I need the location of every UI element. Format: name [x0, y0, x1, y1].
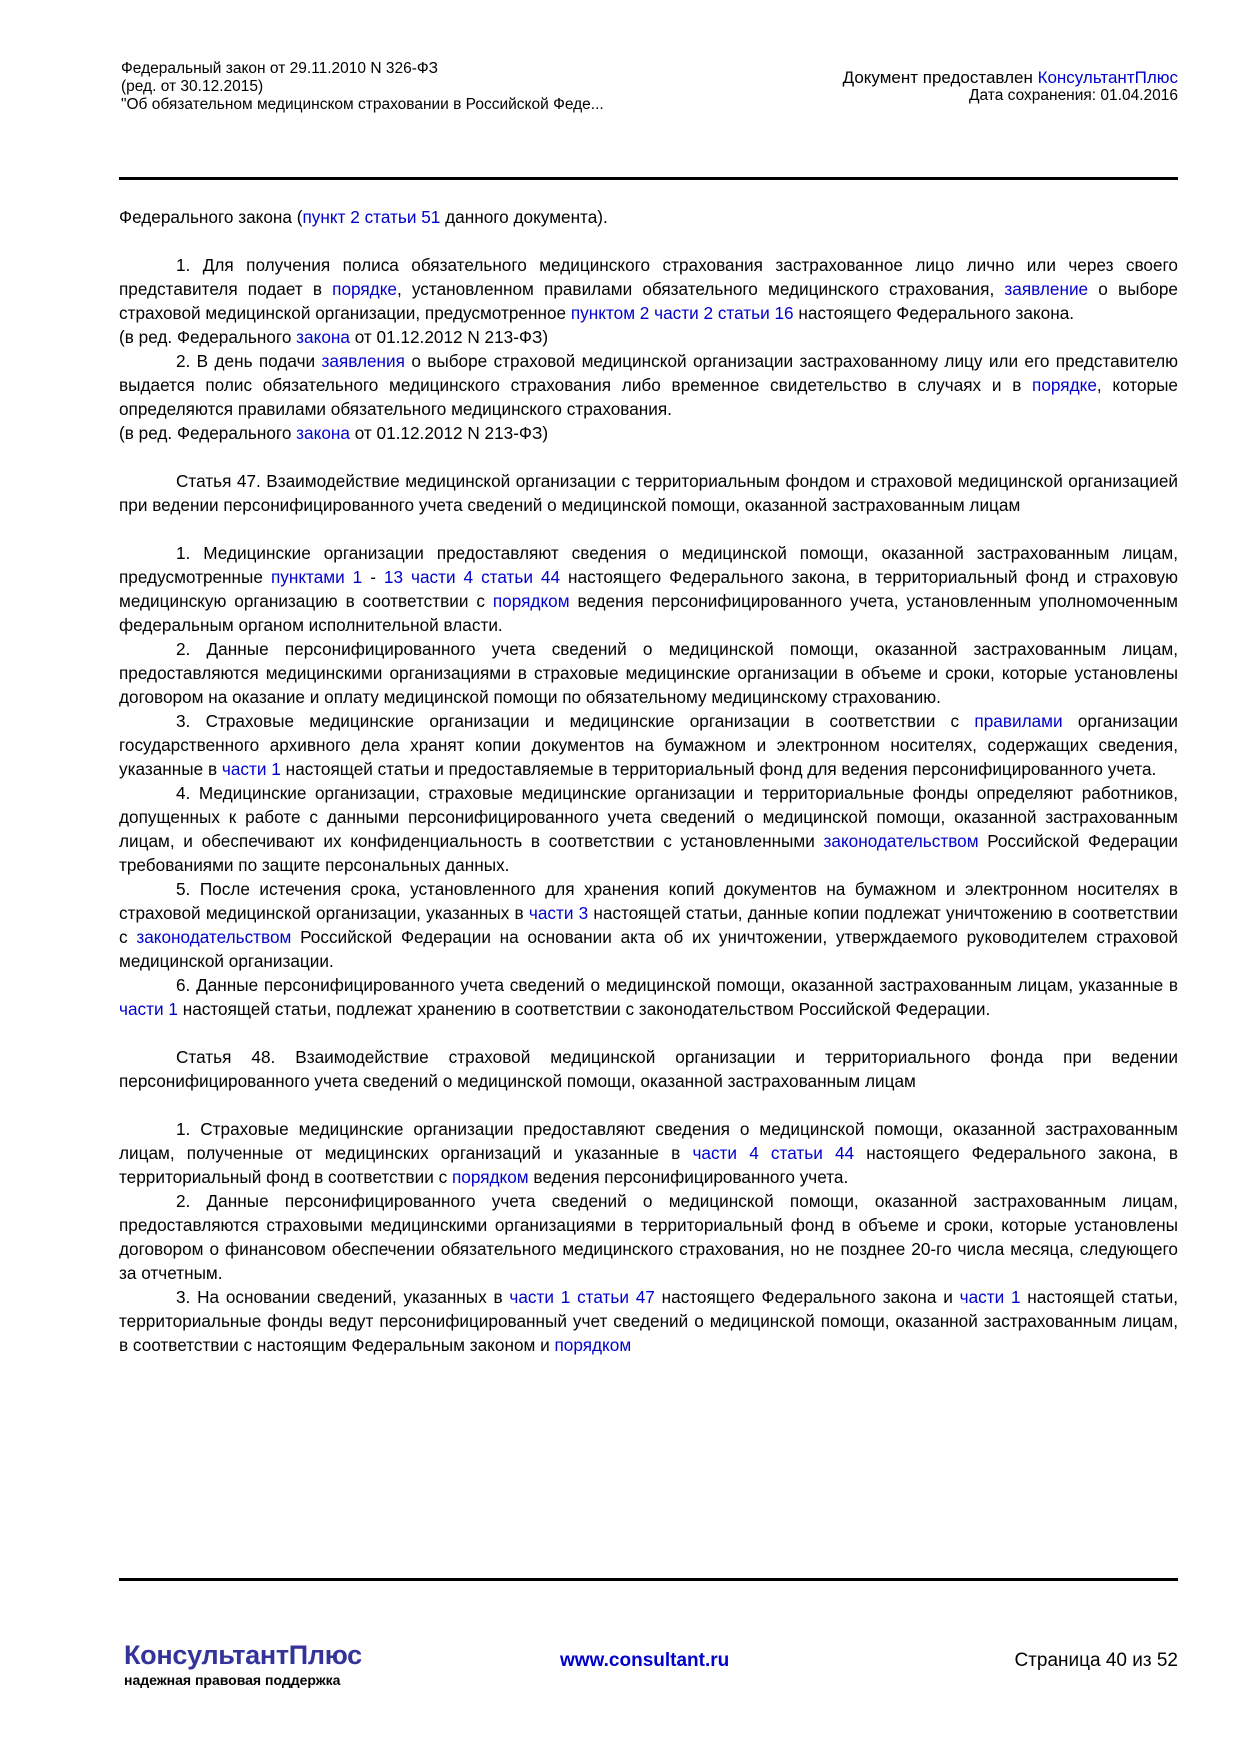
text-run: настоящего Федерального закона, в территориальный фонд и страховую медицинскую организацию в соответствии с: [119, 567, 1178, 611]
inline-reference-link[interactable]: порядком: [492, 591, 570, 611]
text-run: 1. Медицинские организации предоставляют сведения о медицинской помощи, оказанной застрахованным лицам, предусмотренные: [119, 543, 1178, 587]
inline-reference-link[interactable]: порядке: [332, 279, 397, 299]
inline-reference-link[interactable]: порядком: [554, 1335, 632, 1355]
inline-reference-link[interactable]: закона: [296, 423, 350, 443]
text-run: 3. Страховые медицинские организации и медицинские организации в соответствии с: [176, 711, 975, 731]
inline-reference-link[interactable]: 13 части 4 статьи 44: [383, 567, 561, 587]
inline-reference-link[interactable]: порядке: [1032, 375, 1097, 395]
inline-reference-link[interactable]: законодательством: [136, 927, 292, 947]
footer-tagline: надежная правовая поддержка: [124, 1672, 341, 1688]
spacer: [119, 445, 1178, 469]
paragraph: [119, 709, 1178, 781]
paragraph: [119, 541, 1178, 637]
inline-reference-link[interactable]: части 1 статьи 47: [509, 1287, 655, 1307]
text-run: Федерального закона (: [119, 207, 303, 227]
inline-reference-link[interactable]: части 3: [528, 903, 589, 923]
amendment-note: [119, 421, 1178, 445]
text-run: (в ред. Федерального: [119, 327, 297, 347]
text-run: Российской Федерации на основании акта об их уничтожении, утверждаемого руководителем страховой медицинской организации.: [119, 927, 1178, 971]
paragraph: [119, 205, 1178, 229]
inline-reference-link[interactable]: порядком: [451, 1167, 529, 1187]
provided-by-prefix: Документ предоставлен: [842, 68, 1038, 87]
text-run: 2. Данные персонифицированного учета сведений о медицинской помощи, оказанной застрахованным лицам, предоставляются медицинскими организациями в страховые медицинские организации в объеме и сроки, которые установлены договором на оказание и оплату медицинской помощи по обязательному медицинскому страхованию.: [119, 639, 1178, 707]
spacer: [119, 517, 1178, 541]
inline-reference-link[interactable]: заявления: [321, 351, 405, 371]
inline-reference-link[interactable]: закона: [296, 327, 350, 347]
text-run: настоящей статьи, территориальные фонды ведут персонифицированный учет сведений о медицинской помощи, оказанной застрахованным лицам, в соответствии с настоящим Федеральным законом и: [119, 1287, 1178, 1355]
paragraph: [119, 349, 1178, 421]
inline-reference-link[interactable]: заявление: [1004, 279, 1089, 299]
text-run: настоящей статьи, данные копии подлежат уничтожению в соответствии с: [119, 903, 1178, 947]
provider-brand-link[interactable]: КонсультантПлюс: [1037, 68, 1178, 87]
inline-reference-link[interactable]: правилами: [974, 711, 1063, 731]
provided-by-line: [843, 68, 1178, 87]
footer-brand-logo: КонсультантПлюс: [124, 1640, 362, 1670]
document-title-block: [121, 60, 681, 114]
paragraph: [119, 1117, 1178, 1189]
page-number: Страница 40 из 52: [1014, 1650, 1178, 1671]
spacer: [119, 1093, 1178, 1117]
text-run: ведения персонифицированного учета.: [528, 1167, 849, 1187]
text-run: от 01.12.2012 N 213-ФЗ): [349, 327, 549, 347]
paragraph: [119, 637, 1178, 709]
paragraph: [119, 1189, 1178, 1285]
paragraph: [119, 877, 1178, 973]
inline-reference-link[interactable]: пунктами 1: [270, 567, 363, 587]
page-footer: [0, 1640, 1241, 1700]
text-run: Статья 47. Взаимодействие медицинской организации с территориальным фондом и страховой медицинской организацией при ведении персонифицированного учета сведений о медицинской помощи, оказанной застрахованным лицам: [119, 471, 1178, 515]
text-run: -: [362, 567, 384, 587]
footer-site-link[interactable]: www.consultant.ru: [560, 1650, 730, 1671]
text-run: данного документа).: [440, 207, 608, 227]
text-run: о выборе страховой медицинской организации застрахованному лицу или его представителю выдается полис обязательного медицинского страхования либо временное свидетельство в случаях и в: [119, 351, 1178, 395]
paragraph: [119, 781, 1178, 877]
inline-reference-link[interactable]: законодательством: [823, 831, 979, 851]
document-subject-line: "Об обязательном медицинском страховании в Российской Феде...: [121, 96, 604, 113]
text-run: от 01.12.2012 N 213-ФЗ): [349, 423, 549, 443]
spacer: [119, 229, 1178, 253]
text-run: настоящей статьи, подлежат хранению в соответствии с законодательством Российской Федерации.: [177, 999, 991, 1019]
text-run: 5. После истечения срока, установленного для хранения копий документов на бумажном и электронном носителях в страховой медицинской организации, указанных в: [119, 879, 1178, 923]
text-run: 3. На основании сведений, указанных в: [176, 1287, 510, 1307]
text-run: Российской Федерации требованиями по защите персональных данных.: [119, 831, 1179, 875]
inline-reference-link[interactable]: части 4 статьи 44: [692, 1143, 855, 1163]
text-run: Статья 48. Взаимодействие страховой медицинской организации и территориального фонда при ведении персонифицированного учета сведений о медицинской помощи, оказанной застрахованным лицам: [119, 1047, 1178, 1091]
inline-reference-link[interactable]: пунктом 2 части 2 статьи 16: [570, 303, 794, 323]
text-run: , которые определяются правилами обязательного медицинского страхования.: [119, 375, 1178, 419]
save-date: Дата сохранения: 01.04.2016: [969, 87, 1178, 104]
paragraph: [119, 1285, 1178, 1357]
paragraph: [119, 973, 1178, 1021]
text-run: настоящего Федерального закона.: [793, 303, 1075, 323]
text-run: 4. Медицинские организации, страховые медицинские организации и территориальные фонды определяют работников, допущенных к работе с данными персонифицированного учета сведений о медицинской помощи, оказанной застрахованным лицам, и обеспечивают их конфиденциальность в соответствии с установленными: [119, 783, 1178, 851]
text-run: 2. В день подачи: [176, 351, 322, 371]
document-edition-line: (ред. от 30.12.2015): [121, 78, 264, 95]
text-run: (в ред. Федерального: [119, 423, 297, 443]
provider-block: [843, 68, 1178, 105]
text-run: настоящего Федерального закона и: [654, 1287, 960, 1307]
header-divider: [119, 177, 1178, 180]
footer-divider: [119, 1578, 1178, 1581]
article-title: [119, 1045, 1178, 1093]
article-title: [119, 469, 1178, 517]
paragraph: [119, 253, 1178, 325]
text-run: организации государственного архивного дела хранят копии документов на бумажном и электронном носителях, содержащих сведения, указанные в: [119, 711, 1178, 779]
page-header: [0, 0, 1241, 190]
text-run: 6. Данные персонифицированного учета сведений о медицинской помощи, оказанной застрахованным лицам, указанные в: [176, 975, 1178, 995]
document-body: [119, 205, 1178, 1357]
inline-reference-link[interactable]: пункт 2 статьи 51: [302, 207, 441, 227]
text-run: , установленном правилами обязательного медицинского страхования,: [396, 279, 1005, 299]
amendment-note: [119, 325, 1178, 349]
text-run: настоящего Федерального закона, в территориальный фонд в соответствии с: [119, 1143, 1178, 1187]
text-run: 2. Данные персонифицированного учета сведений о медицинской помощи, оказанной застрахованным лицам, предоставляются страховыми медицинскими организациями в территориальный фонд в объеме и сроки, которые установлены договором о финансовом обеспечении обязательного медицинского страхования, но не позднее 20-го числа месяца, следующего за отчетным.: [119, 1191, 1178, 1283]
spacer: [119, 1021, 1178, 1045]
text-run: 1. Страховые медицинские организации предоставляют сведения о медицинской помощи, оказанной застрахованным лицам, полученные от медицинских организаций и указанные в: [119, 1119, 1178, 1163]
document-title-line: Федеральный закон от 29.11.2010 N 326-ФЗ: [121, 60, 439, 77]
inline-reference-link[interactable]: части 1: [119, 999, 178, 1019]
text-run: 1. Для получения полиса обязательного медицинского страхования застрахованное лицо лично или через своего представителя подает в: [119, 255, 1178, 299]
text-run: ведения персонифицированного учета, установленным уполномоченным федеральным органом исполнительной власти.: [119, 591, 1178, 635]
text-run: настоящей статьи и предоставляемые в территориальный фонд для ведения персонифицированного учета.: [280, 759, 1157, 779]
inline-reference-link[interactable]: части 1: [221, 759, 281, 779]
text-run: о выборе страховой медицинской организации, предусмотренное: [119, 279, 1178, 323]
inline-reference-link[interactable]: части 1: [959, 1287, 1021, 1307]
